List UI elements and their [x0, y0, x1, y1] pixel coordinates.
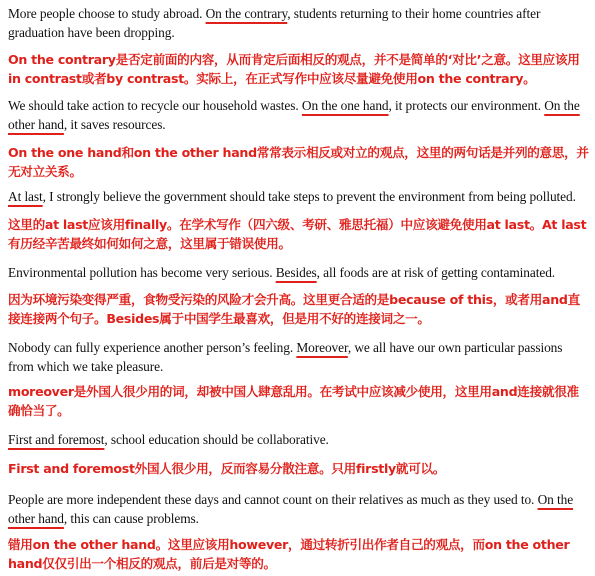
- explanation-note-1: On the contrary是否定前面的内容，从而肯定后面相反的观点，并不是简单的‘对比’之意。这里应该用in contrast或者by contrast。实际上，在正式写作中应该尽量避免使用on the contrary。: [8, 52, 580, 86]
- sentence-text: , it saves resources.: [63, 117, 166, 132]
- example-sentence-4: [8, 263, 589, 282]
- sentence-text: Environmental pollution has become very serious.: [8, 265, 276, 280]
- example-sentence-2: [8, 96, 589, 134]
- underlined-connector: Besides: [275, 265, 317, 280]
- example-sentence-3: [8, 187, 589, 206]
- sentence-text: Nobody can fully experience another person’s feeling.: [8, 340, 297, 355]
- example-sentence-1: [8, 4, 589, 42]
- sentence-text: , students returning to their home countries after graduation have been dropping.: [8, 6, 541, 40]
- underlined-connector: Moreover: [296, 340, 348, 355]
- sentence-text: , school education should be collaborative.: [104, 432, 329, 447]
- explanation-note-7: 错用on the other hand。这里应该用however，通过转折引出作者自己的观点，而on the other hand仅仅引出一个相反的观点，前后是对等的。: [8, 537, 570, 571]
- sentence-text: , I strongly believe the government should take steps to prevent the environment from being polluted.: [42, 189, 576, 204]
- explanation-note-2: On the one hand和on the other hand常常表示相反或对立的观点，这里的两句话是并列的意思，并无对立关系。: [8, 145, 589, 179]
- underlined-connector: On the one hand: [301, 98, 389, 113]
- sentence-text: , it protects our environment.: [388, 98, 545, 113]
- explanation-note-4: 因为环境污染变得严重，食物受污染的风险才会升高。这里更合适的是because of this，或者用and直接连接两个句子。Besides属于中国学生最喜欢，但是用不好的连接词之一。: [8, 292, 580, 326]
- explanation-note-3: 这里的at last应该用finally。在学术写作（四六级、考研、雅思托福）中应该避免使用at last。At last有历经辛苦最终如何如何之意，这里属于错误使用。: [8, 217, 587, 251]
- example-sentence-7: [8, 490, 589, 528]
- underlined-connector: On the other hand: [8, 492, 574, 526]
- explanation-note-6: First and foremost外国人很少用，反而容易分散注意。只用firstly就可以。: [8, 461, 446, 476]
- underlined-connector: First and foremost: [8, 432, 105, 447]
- sentence-text: , we all have our own particular passions from which we take pleasure.: [8, 340, 563, 374]
- sentence-text: , this can cause problems.: [63, 511, 199, 526]
- example-sentence-6: [8, 430, 589, 449]
- sentence-text: More people choose to study abroad.: [8, 6, 206, 21]
- sentence-text: We should take action to recycle our household wastes.: [8, 98, 302, 113]
- underlined-connector: On the other hand: [8, 98, 580, 132]
- sentence-text: , all foods are at risk of getting contaminated.: [316, 265, 556, 280]
- underlined-connector: On the contrary: [205, 6, 288, 21]
- sentence-text: People are more independent these days and cannot count on their relatives as much as they used to.: [8, 492, 538, 507]
- explanation-note-5: moreover是外国人很少用的词，却被中国人肆意乱用。在考试中应该减少使用，这里用and连接就很准确恰当了。: [8, 384, 579, 418]
- example-sentence-5: [8, 338, 589, 376]
- underlined-connector: At last: [8, 189, 43, 204]
